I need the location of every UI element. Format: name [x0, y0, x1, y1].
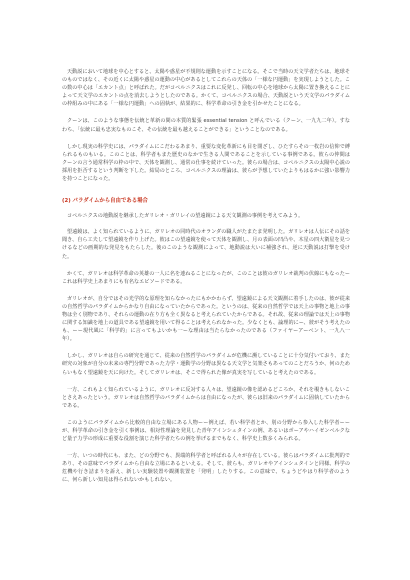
- paragraph: コペルニクスの地動説を継承したガリレオ・ガリレイの望遠鏡による天文観測の事例を考えてみよう。: [67, 213, 304, 220]
- paragraph: 望遠鏡は、よく知られているように、ガリレオの同時代のオランダの職人がたまたま発明した。ガリレオは人伝にその話を聞き、自ら工夫して望遠鏡を作り上げた。彼はこの望遠鏡を使って天体を観測し、月の表面の凹凸や、木星の四大衛星を見つけるなどの画期的な発見をもたらした。後のこのような観測によって、地動説は大いに補強され、逆に天動説は打撃を受けた。: [62, 229, 350, 260]
- document-page: [62, 68, 350, 494]
- paragraph: しかし現実の科学史には、パラダイムにこだわるあまり、重要な変化革新にも目を閉ざし、ひたすらその一枚岩の信仰で縛られるものもいる。このことは、科学者もまた歴史のなかで生きる人間であることを示している事例である。彼らの仲間はクーンの言う通常科学の枠の中で、天体を観測し、通常の仕事を続けていった。彼らの場合は、コペルニクスの太陽中心説の採用を拒否するという判断を下した。結局のところ、コペルニクスの理論は、彼らが予想していたよりもはるかに強い影響力を持つことになった。: [62, 143, 351, 183]
- paragraph: ガリレオが、自分ではその光学的な原理を知らなかったにもかかわらず、望遠鏡による天文観測に着手したのは、彼が従来の自然哲学のパラダイムからかなり自由になっていたからであった。というのは、従来の自然哲学では天上の事物と地上の事物は全く別物であり、それらの運動の在り方も全く異なると考えられていたからである。それ故、従来の理論では天上の事物に関する知識を地上の道具である望遠鏡を用いて得ることは考えられなかった。少なくとも、論理的にー、彼がそう考えたのも、ーー現代風に「科学的」に言ってもよいかも一ーな理由は当たらなかったのである（ファイヤーアーベント、一九八一年）。: [62, 295, 351, 343]
- paragraph: かくて、ガリレオは科学革命の英雄の一人に名を連ねることになったが、このことは彼のガリレオ裁判の伏線にもなったーこれは科学史上あまりにも有名なエピソードである。: [62, 270, 350, 285]
- paragraph: クーンは、このような事態を伝統と革新の間の本質的緊張 essential tension と呼んでいる（クーン、一九九二年）。すなわち、「伝統に最も忠実なものこそ、その伝統を最も越えることができる」ということなのである。: [62, 118, 350, 133]
- paragraph: 一方、いつの時代にも、また、どの分野でも、異端的科学者と呼ばれる人々が存在している。彼らはパラダイムに批判的であり、その意味でパラダイムから自由な立場にあるといえる。そして、彼らも、ガリレオやアインシュタインと同様、科学の危機や行き詰まりを訴え、新しい実験装置や観測装置を「発明」したりする。この意味で、ちょうどやはり科学者のように、何ら新しい知見は得られないかもしれない。: [62, 453, 350, 484]
- paragraph: しかし、ガリレオは自らの研究を通じて、従来の自然哲学のパラダイムが危機に瀕していることに十分気付いており、また研究の対象が自分の未来の専門分野であった力学・運動学の分野は異なる天文学と気楽さもあってのことだろうか、何のためらいもなく望遠鏡を天に向けた。そしてガリレオは、そこで得られた像が真実を写していると考えたのである。: [62, 353, 350, 376]
- paragraph: 一方、これもよく知られているように、ガリレオに反対する人々は、望遠鏡の像を認めるどころか、それを覗きもしないことさえあったという。ガリレオは自然哲学のパラダイムからは自由になったが、彼らは旧来のパラダイムに固執していたからである。: [62, 386, 350, 409]
- paragraph: このようにパラダイムから比較的自由な立場にある人物ーー例えば、若い科学者とか、別の分野から参入した科学者ーーが、科学革命の引き金を引く事例は、相対性理論を発見した青年アインシュタインの例、あるいはボーアやハイゼンベルクなど量子力学の形成に重要な役割を演じた科学者たちの例を挙げるまでもなく、科学史上数多くみられる。: [62, 419, 350, 443]
- paragraph: 天動説において地球を中心とすると、太陽や惑星が不規則な運動を示すことになる。そこで当時の天文学者たちは、地球そのものではなく、その近くに太陽や惑星の運動の中心があるとしてこれらの天体の「一様な円運動」を実現しようとした。この数の中心は「エカント点」と呼ばれた。だがコペルニクスはこれに反発し、回転の中心を地球から太陽に置き換えることによって天文学のエカントの点を消去しようとしたのである。かくて、コペルニクスの場合、天動説という天文学のパラダイムの枠組みの中にある「一様な円運動」への固執が、結果的に、科学革命の引き金を引かせたことになる。: [62, 69, 351, 108]
- section-heading: (2) パラダイムから自由である場合: [62, 198, 148, 205]
